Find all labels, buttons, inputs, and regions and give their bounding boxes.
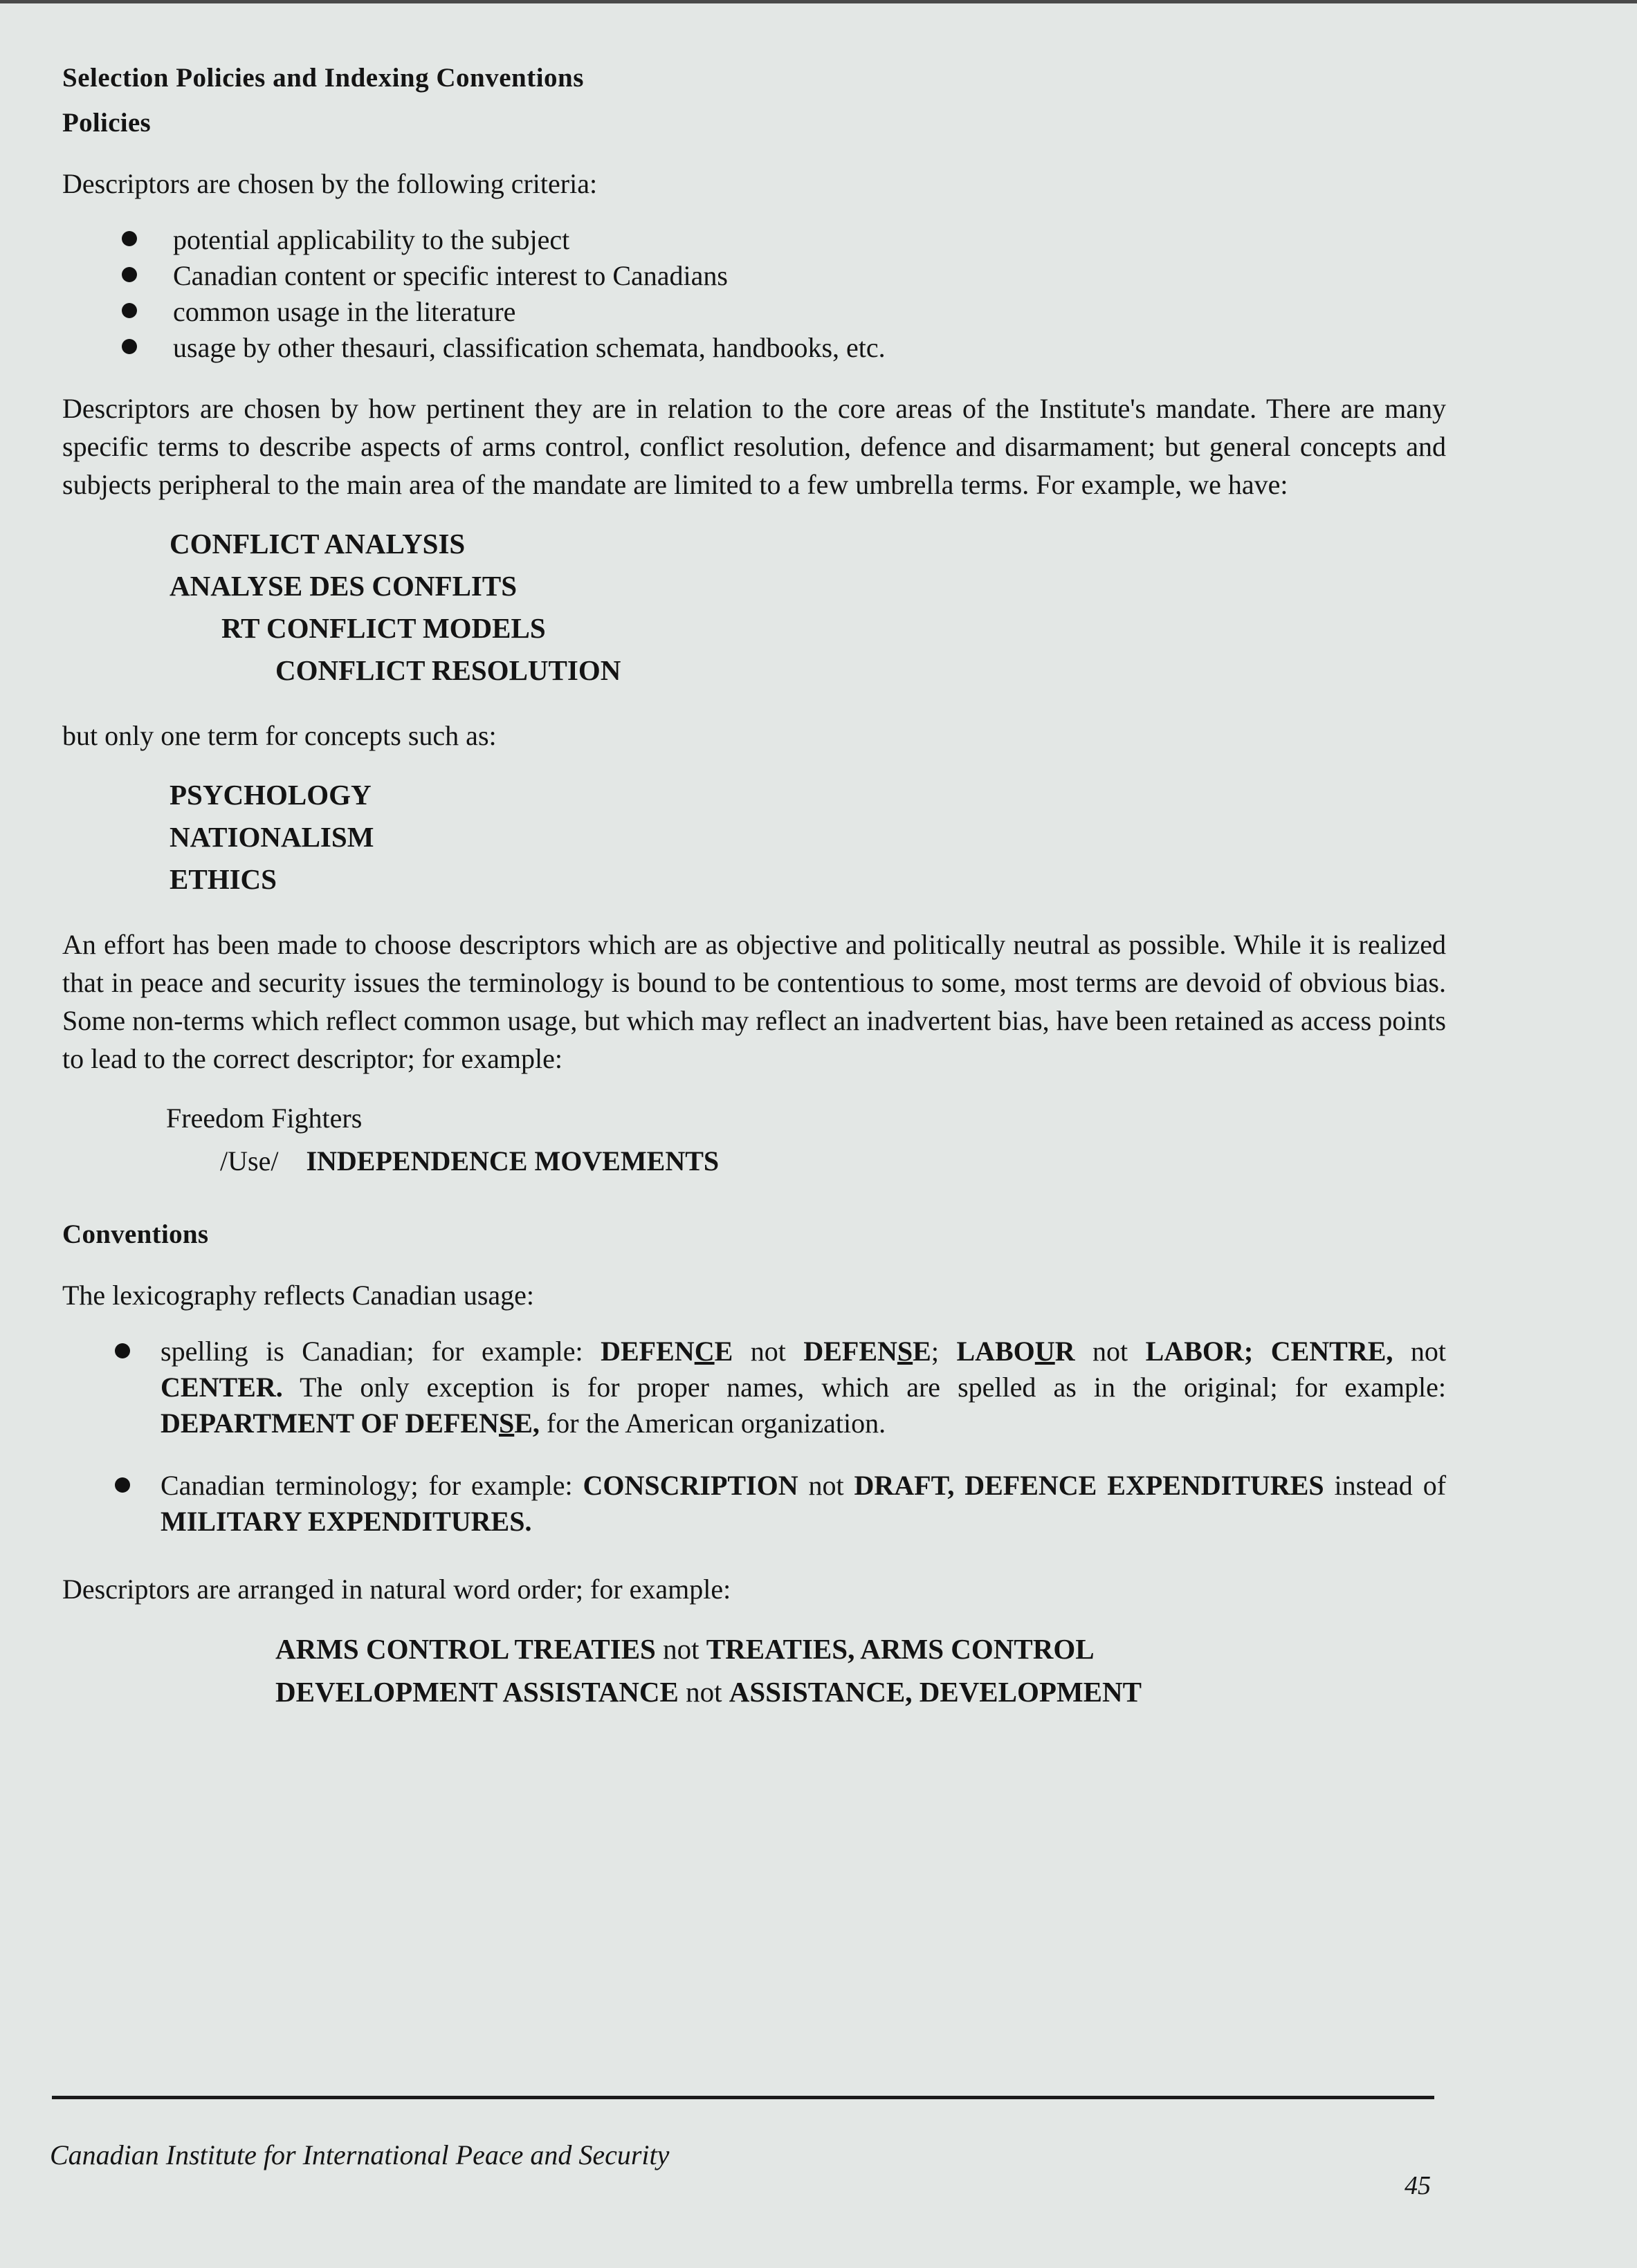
lexicography-intro: The lexicography reflects Canadian usage: — [62, 1280, 534, 1311]
word-order-example: DEVELOPMENT ASSISTANCE not ASSISTANCE, DEVELOPMENT — [275, 1676, 1142, 1708]
conventions-heading: Conventions — [62, 1219, 209, 1249]
bullet-icon — [115, 1477, 130, 1493]
use-label: /Use/ — [220, 1145, 279, 1177]
example-term: PSYCHOLOGY — [170, 779, 372, 811]
policies-heading: Policies — [62, 108, 152, 138]
word-order-example: ARMS CONTROL TREATIES not TREATIES, ARMS CONTROL — [275, 1633, 1095, 1665]
bullet-icon — [122, 267, 137, 282]
top-edge-rule — [0, 0, 1637, 3]
footer-rule — [52, 2096, 1434, 2099]
entry-descriptor: CONFLICT ANALYSIS — [170, 528, 466, 560]
page-title: Selection Policies and Indexing Conventions — [62, 63, 584, 93]
list-item: Canadian content or specific interest to Canadians — [62, 258, 1446, 294]
pertinence-paragraph: Descriptors are chosen by how pertinent they are in relation to the core areas of the Institute's mandate. There are many specific terms to describe aspects of arms control, conflict resolution, defence and disarmament; but general concepts and subjects peripheral to the main area of the mandate are limited to a few umbrella terms. For example, we have: — [62, 393, 1446, 500]
page-number: 45 — [1405, 2171, 1431, 2200]
list-item: Canadian terminology; for example: CONSCRIPTION not DRAFT, DEFENCE EXPENDITURES instead of MILITARY EXPENDITURES. — [62, 1468, 1446, 1540]
word-order-examples — [62, 1628, 1446, 1713]
footer-institute-name: Canadian Institute for International Peace and Security — [50, 2139, 670, 2170]
criteria-list — [62, 222, 1446, 366]
list-item: potential applicability to the subject — [62, 222, 1446, 258]
use-descriptor: INDEPENDENCE MOVEMENTS — [306, 1145, 720, 1177]
example-term: NATIONALISM — [170, 821, 374, 853]
entry-related-term: RT CONFLICT MODELS — [221, 612, 546, 644]
bullet-icon — [122, 231, 137, 246]
list-item: usage by other thesauri, classification schemata, handbooks, etc. — [62, 330, 1446, 366]
bullet-icon — [115, 1343, 130, 1358]
use-example — [62, 1097, 1446, 1183]
entry-french-descriptor: ANALYSE DES CONFLITS — [170, 570, 518, 602]
one-term-examples — [62, 774, 1446, 901]
neutrality-paragraph: An effort has been made to choose descriptors which are as objective and politically neutral as possible. While it is realized that in peace and security issues the terminology is bound to be contentious to some, most terms are devoid of obvious bias. Some non-terms which reflect common usage, but which may reflect an inadvertent bias, have been retained as access points to lead to the correct descriptor; for example: — [62, 929, 1446, 1074]
bullet-icon — [122, 303, 137, 318]
bullet-icon — [122, 339, 137, 354]
criteria-intro: Descriptors are chosen by the following criteria: — [62, 168, 598, 199]
word-order-intro: Descriptors are arranged in natural word order; for example: — [62, 1574, 731, 1605]
entry-related-term: CONFLICT RESOLUTION — [275, 654, 621, 686]
list-item: common usage in the literature — [62, 294, 1446, 330]
page-content — [62, 62, 1446, 1713]
conventions-list — [62, 1334, 1446, 1540]
non-term: Freedom Fighters — [166, 1103, 363, 1134]
list-item: spelling is Canadian; for example: DEFENCE not DEFENSE; LABOUR not LABOR; CENTRE, not CENTER. The only exception is for proper names, which are spelled as in the original; for example: DEPARTMENT OF DEFENSE, for the American organization. — [62, 1334, 1446, 1441]
example-term: ETHICS — [170, 863, 277, 895]
example-entry — [62, 523, 1446, 692]
use-reference — [62, 1140, 1446, 1183]
one-term-intro: but only one term for concepts such as: — [62, 720, 497, 751]
